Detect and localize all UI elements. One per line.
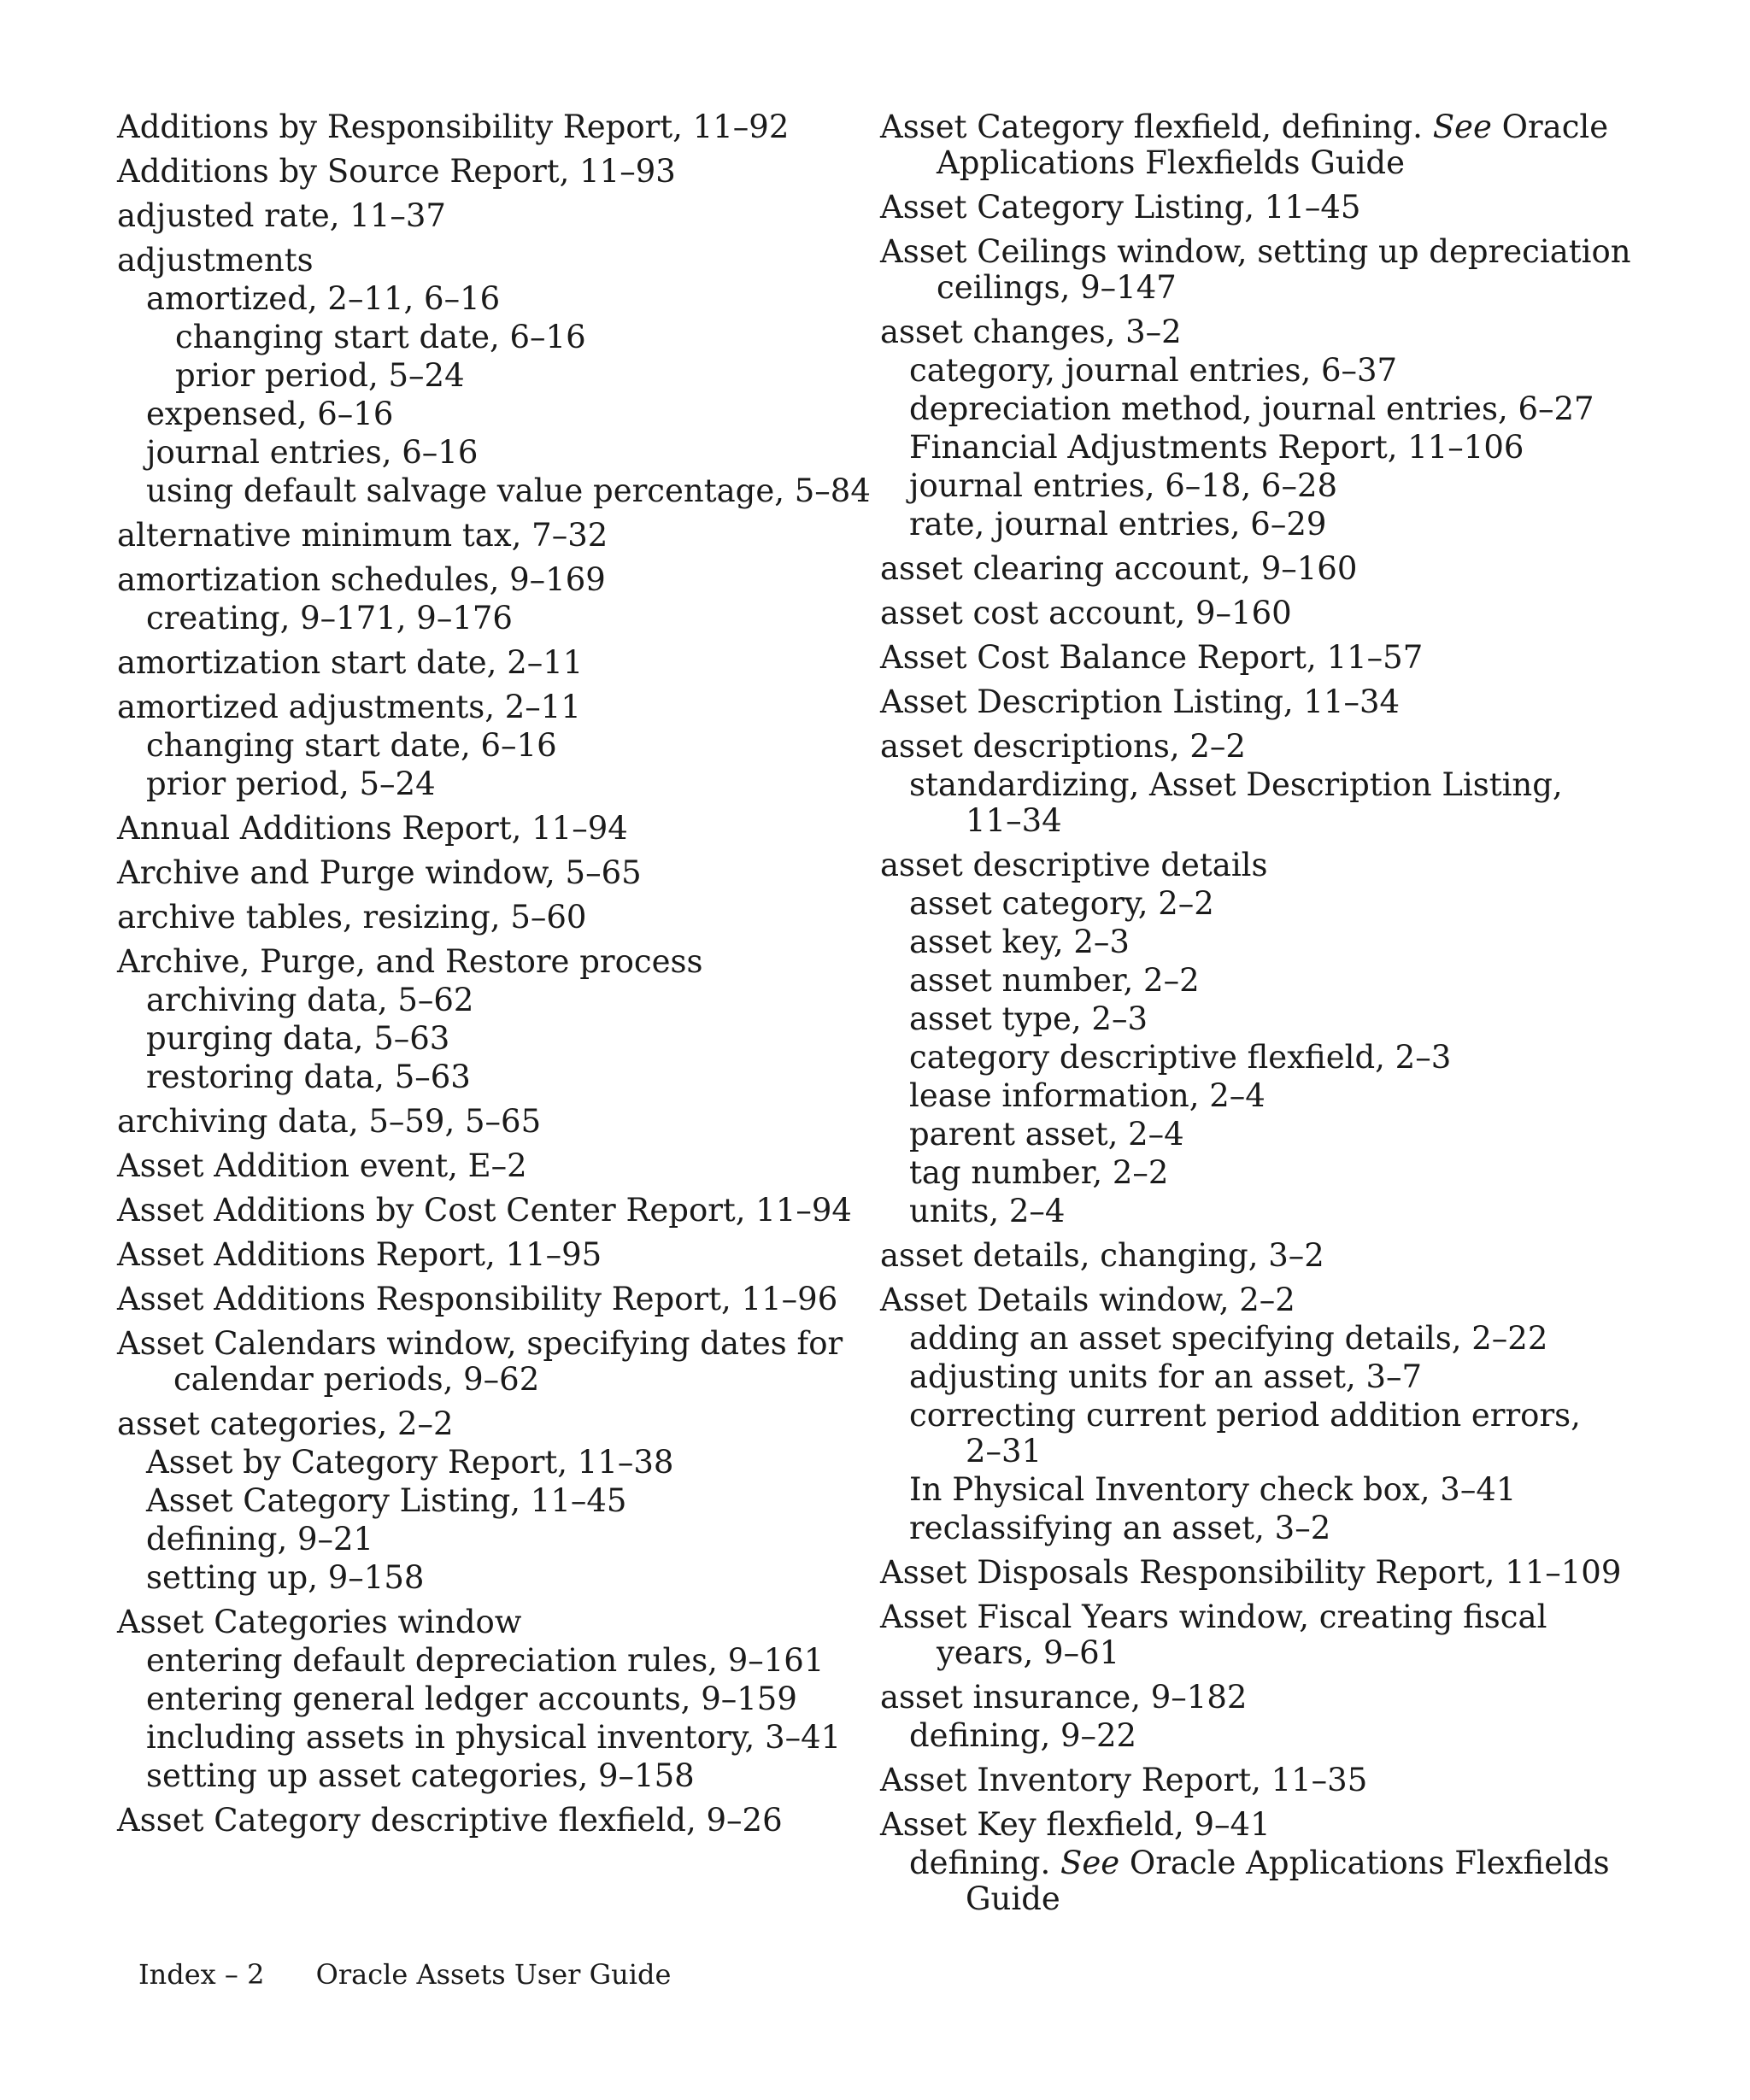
index-entry [880, 1238, 1649, 1274]
entry-text: standardizing, Asset Description Listing, [909, 766, 1563, 803]
entry-text: asset details, changing, 3–2 [880, 1237, 1324, 1274]
entry-text: Asset Fiscal Years window, creating fiscal [880, 1598, 1547, 1635]
entry-text: Asset Details window, 2–2 [880, 1282, 1295, 1318]
entry-text: asset cost account, 9–160 [880, 595, 1292, 631]
entry-text: adjusting units for an asset, 3–7 [909, 1358, 1423, 1395]
index-entry [880, 1555, 1649, 1591]
entry-text: adjusted rate, 11–37 [117, 197, 446, 234]
index-entry [880, 109, 1649, 181]
entry-text: asset clearing account, 9–160 [880, 550, 1358, 587]
index-entry [880, 1763, 1649, 1798]
entry-text: reclassifying an asset, 3–2 [909, 1510, 1331, 1546]
entry-text: defining, 9–22 [909, 1717, 1137, 1754]
entry-text: amortization schedules, 9–169 [117, 561, 606, 598]
entry-text: units, 2–4 [909, 1193, 1066, 1229]
entry-continuation: years, 9–61 [937, 1634, 1120, 1671]
index-entry [175, 320, 869, 355]
entry-text: defining. [909, 1845, 1051, 1881]
entry-text: asset category, 2–2 [909, 885, 1214, 922]
see-target: Oracle [1501, 109, 1609, 145]
index-column-right [880, 109, 1649, 1917]
entry-continuation: calendar periods, 9–62 [173, 1361, 540, 1398]
index-entry [880, 684, 1649, 720]
entry-text: In Physical Inventory check box, 3–41 [909, 1471, 1517, 1508]
index-entry [117, 1104, 869, 1140]
entry-text: journal entries, 6–18, 6–28 [909, 467, 1338, 504]
see-reference: See [1060, 1845, 1120, 1881]
index-entry [909, 1321, 1649, 1357]
entry-text: changing start date, 6–16 [175, 319, 586, 355]
entry-text: Additions by Source Report, 11–93 [117, 153, 676, 190]
index-entry [880, 1599, 1649, 1671]
entry-text: asset descriptions, 2–2 [880, 728, 1246, 765]
index-entry [146, 1681, 869, 1717]
index-entry [909, 1472, 1649, 1508]
index-entry [909, 430, 1649, 466]
footer-book-title: Oracle Assets User Guide [315, 1958, 672, 1991]
entry-text: Additions by Responsibility Report, 11–92 [117, 109, 790, 145]
entry-text: Asset Calendars window, specifying dates for [117, 1325, 843, 1362]
entry-text: prior period, 5–24 [175, 357, 465, 394]
index-entry [909, 886, 1649, 922]
entry-text: asset number, 2–2 [909, 962, 1200, 999]
entry-text: Asset Category descriptive flexfield, 9–26 [117, 1802, 783, 1839]
index-entry [909, 963, 1649, 999]
index-entry [146, 601, 869, 636]
index-entry [117, 1326, 869, 1398]
index-entry [146, 1522, 869, 1557]
index-entry [117, 1148, 869, 1184]
entry-text: asset descriptive details [880, 847, 1268, 883]
entry-text: Archive, Purge, and Restore process [117, 943, 703, 980]
index-entry [146, 281, 869, 317]
entry-text: restoring data, 5–63 [146, 1059, 471, 1095]
index-entry [146, 473, 869, 509]
entry-text: using default salvage value percentage, 5–84 [146, 472, 871, 509]
index-entry [909, 1155, 1649, 1191]
entry-text: Archive and Purge window, 5–65 [117, 854, 642, 891]
index-entry [117, 1406, 869, 1442]
entry-text: Financial Adjustments Report, 11–106 [909, 429, 1524, 466]
entry-text: asset key, 2–3 [909, 924, 1130, 960]
index-entry [146, 435, 869, 471]
entry-text: alternative minimum tax, 7–32 [117, 517, 608, 554]
entry-text: Asset Description Listing, 11–34 [880, 683, 1401, 720]
index-entry [909, 1845, 1649, 1917]
index-entry [117, 1237, 869, 1273]
index-entry [880, 234, 1649, 306]
entry-text: Asset Categories window [117, 1604, 522, 1640]
entry-continuation: 11–34 [966, 802, 1062, 839]
index-entry [146, 728, 869, 764]
index-entry [146, 1021, 869, 1057]
see-target: Oracle Applications Flexfields [1129, 1845, 1610, 1881]
entry-text: asset changes, 3–2 [880, 314, 1182, 350]
entry-text: archive tables, resizing, 5–60 [117, 899, 587, 936]
entry-text: asset categories, 2–2 [117, 1405, 454, 1442]
index-entry [117, 645, 869, 681]
index-entry [909, 353, 1649, 389]
index-entry [880, 1680, 1649, 1716]
index-entry [175, 358, 869, 394]
entry-continuation: Applications Flexfields Guide [937, 144, 1406, 181]
entry-text: Asset Additions Responsibility Report, 11–96 [117, 1281, 838, 1317]
index-entry [146, 396, 869, 432]
index-entry [909, 767, 1649, 839]
entry-text: purging data, 5–63 [146, 1020, 450, 1057]
index-entry [909, 1194, 1649, 1229]
index-entry [909, 507, 1649, 543]
index-entry [909, 1718, 1649, 1754]
index-entry [117, 900, 869, 936]
index-entry [117, 1604, 869, 1640]
entry-text: prior period, 5–24 [146, 766, 436, 802]
index-entry [880, 1807, 1649, 1843]
entry-text: setting up, 9–158 [146, 1559, 425, 1596]
index-entry [117, 689, 869, 725]
index-entry [117, 518, 869, 554]
entry-text: creating, 9–171, 9–176 [146, 600, 513, 636]
entry-text: Asset by Category Report, 11–38 [146, 1444, 674, 1481]
entry-text: including assets in physical inventory, 3–41 [146, 1719, 842, 1756]
index-entry [880, 190, 1649, 226]
index-entry [909, 1510, 1649, 1546]
index-entry [909, 1078, 1649, 1114]
index-entry [880, 314, 1649, 350]
index-entry [909, 1117, 1649, 1153]
index-entry [117, 243, 869, 279]
entry-text: Asset Category Listing, 11–45 [880, 189, 1361, 226]
entry-text: Asset Category Listing, 11–45 [146, 1482, 627, 1519]
entry-text: category descriptive flexfield, 2–3 [909, 1039, 1452, 1076]
index-entry [880, 729, 1649, 765]
index-entry [117, 198, 869, 234]
entry-text: amortized, 2–11, 6–16 [146, 280, 501, 317]
entry-text: entering default depreciation rules, 9–161 [146, 1642, 825, 1679]
entry-text: expensed, 6–16 [146, 396, 394, 432]
page-footer [138, 1958, 671, 1991]
index-entry [117, 811, 869, 847]
entry-text: Annual Additions Report, 11–94 [117, 810, 628, 847]
index-entry [909, 924, 1649, 960]
index-entry [146, 766, 869, 802]
index-entry [117, 1193, 869, 1229]
index-entry [117, 1803, 869, 1839]
index-entry [880, 1282, 1649, 1318]
index-entry [909, 1001, 1649, 1037]
index-entry [909, 391, 1649, 427]
index-entry [880, 640, 1649, 676]
entry-text: setting up asset categories, 9–158 [146, 1757, 695, 1794]
index-entry [117, 855, 869, 891]
entry-text: Asset Additions Report, 11–95 [117, 1236, 602, 1273]
index-entry [117, 1282, 869, 1317]
entry-text: rate, journal entries, 6–29 [909, 506, 1327, 543]
index-entry [146, 1643, 869, 1679]
index-entry [909, 1359, 1649, 1395]
entry-text: Asset Key flexfield, 9–41 [880, 1806, 1271, 1843]
entry-text: defining, 9–21 [146, 1521, 374, 1557]
see-reference: See [1432, 109, 1492, 145]
entry-text: correcting current period addition errors, [909, 1397, 1581, 1434]
entry-text: Asset Addition event, E–2 [117, 1147, 527, 1184]
entry-text: Asset Cost Balance Report, 11–57 [880, 639, 1424, 676]
entry-continuation: 2–31 [966, 1433, 1042, 1469]
index-entry [117, 944, 869, 980]
entry-text: tag number, 2–2 [909, 1154, 1169, 1191]
entry-continuation: Guide [966, 1880, 1060, 1917]
index-entry [880, 595, 1649, 631]
entry-continuation: ceilings, 9–147 [937, 269, 1177, 306]
entry-text: archiving data, 5–59, 5–65 [117, 1103, 542, 1140]
index-entry [117, 154, 869, 190]
index-entry [146, 1059, 869, 1095]
entry-text: adding an asset specifying details, 2–22 [909, 1320, 1548, 1357]
entry-text: Asset Disposals Responsibility Report, 11–109 [880, 1554, 1622, 1591]
entry-text: asset insurance, 9–182 [880, 1679, 1248, 1716]
entry-text: amortized adjustments, 2–11 [117, 689, 581, 725]
entry-text: adjustments [117, 242, 314, 279]
footer-page-number: Index – 2 [138, 1958, 265, 1991]
entry-text: amortization start date, 2–11 [117, 644, 584, 681]
index-column-left [117, 109, 869, 1839]
index-entry [146, 1758, 869, 1794]
entry-text: changing start date, 6–16 [146, 727, 557, 764]
entry-text: archiving data, 5–62 [146, 982, 474, 1018]
entry-text: parent asset, 2–4 [909, 1116, 1184, 1153]
index-entry [146, 1720, 869, 1756]
index-entry [880, 848, 1649, 883]
entry-text: journal entries, 6–16 [146, 434, 479, 471]
index-entry [117, 109, 869, 145]
index-entry [909, 1398, 1649, 1469]
entry-text: Asset Ceilings window, setting up depreciation [880, 233, 1631, 270]
index-entry [880, 551, 1649, 587]
index-entry [909, 1040, 1649, 1076]
entry-text: Asset Category flexfield, defining. [880, 109, 1423, 145]
entry-text: lease information, 2–4 [909, 1077, 1266, 1114]
index-entry [117, 562, 869, 598]
entry-text: depreciation method, journal entries, 6–27 [909, 390, 1594, 427]
index-entry [146, 1483, 869, 1519]
entry-text: Asset Inventory Report, 11–35 [880, 1762, 1368, 1798]
index-entry [146, 983, 869, 1018]
index-entry [146, 1445, 869, 1481]
entry-text: category, journal entries, 6–37 [909, 352, 1398, 389]
index-entry [909, 468, 1649, 504]
index-entry [146, 1560, 869, 1596]
entry-text: entering general ledger accounts, 9–159 [146, 1681, 797, 1717]
entry-text: Asset Additions by Cost Center Report, 11–94 [117, 1192, 852, 1229]
entry-text: asset type, 2–3 [909, 1000, 1148, 1037]
